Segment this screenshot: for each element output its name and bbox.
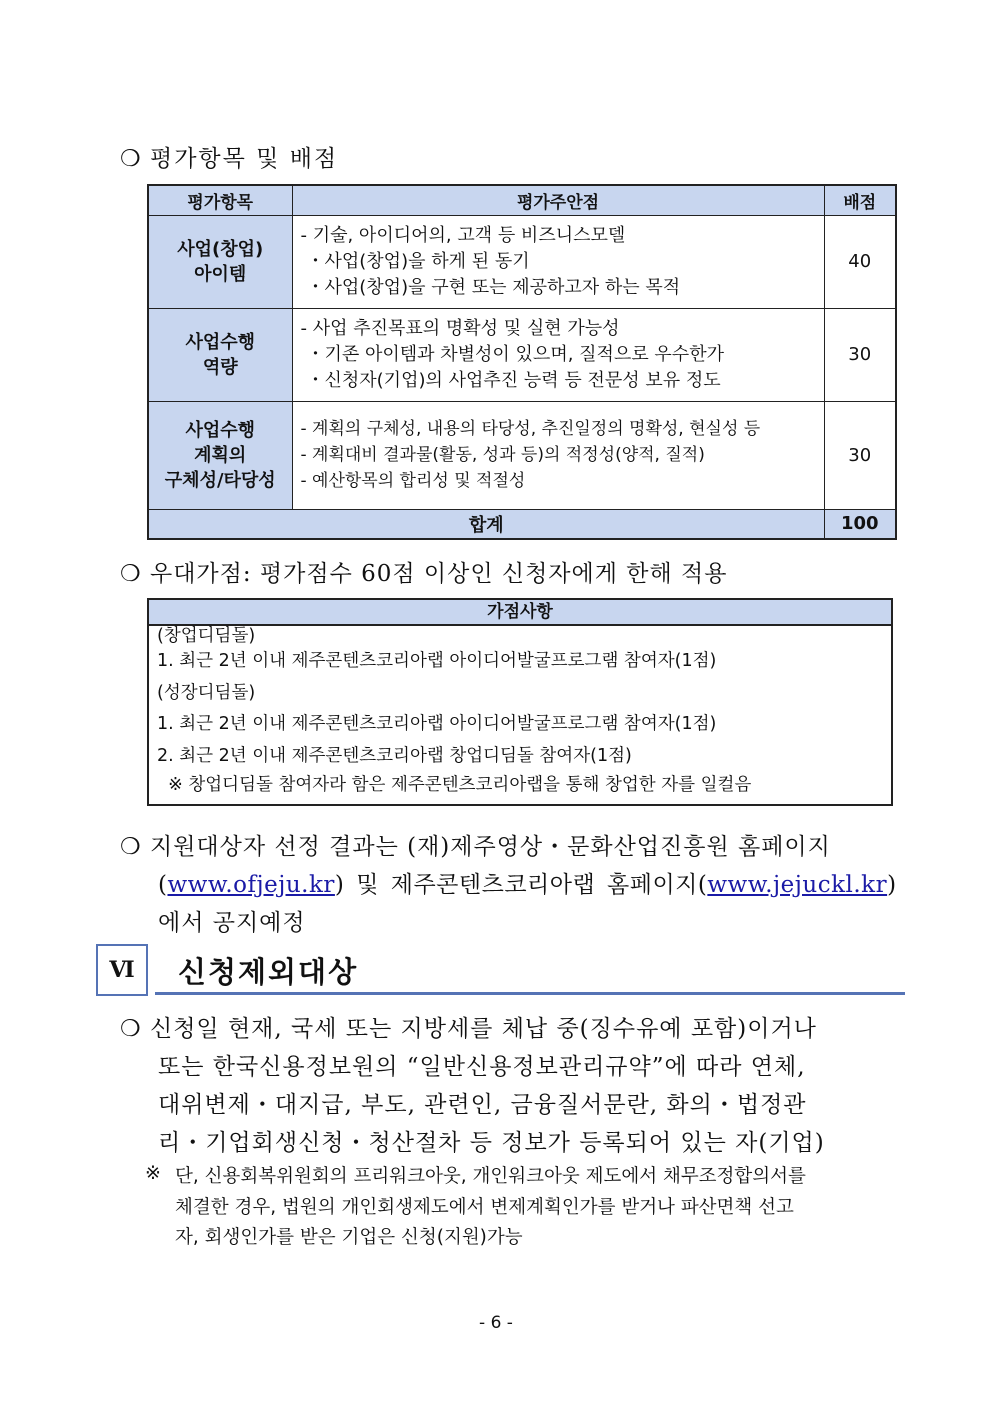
bullet-circle-icon: ❍: [120, 561, 141, 587]
total-row: [148, 509, 896, 539]
row-criteria: - 기술, 아이디어의, 고객 등 비즈니스모델 ・사업(창업)을 하게 된 동기 ・사업(창업)을 구현 또는 제공하고자 하는 목적: [292, 215, 824, 308]
bullet-circle-icon: ❍: [120, 834, 141, 860]
row-score: 30: [824, 401, 896, 509]
exclusion-note-mark: ※: [145, 1162, 161, 1184]
section-rule: [155, 992, 905, 995]
row-item: 사업(창업) 아이템: [148, 215, 292, 308]
announce-line-2: (www.ofjeju.kr) 및 제주콘텐츠코리아랩 홈페이지(www.jejuckl.kr): [158, 872, 897, 898]
exclusion-note-line: 체결한 경우, 법원의 개인회생제도에서 변제계획인가를 받거나 파산면책 선고: [175, 1197, 794, 1218]
eval-heading: [120, 140, 338, 173]
bonus-header: 가점사항: [149, 600, 891, 626]
announce-line-3: 에서 공지예정: [158, 910, 306, 936]
exclusion-line-2: 또는 한국신용정보원의 “일반신용정보관리규약”에 따라 연체,: [158, 1054, 806, 1080]
row-item: 사업수행 역량: [148, 308, 292, 401]
bonus-line: (창업디딤돌): [157, 626, 256, 646]
exclusion-line-3: 대위변제・대지급, 부도, 관련인, 금융질서문란, 화의・법정관: [158, 1092, 807, 1118]
table-row: [148, 308, 896, 401]
exclusion-note-line: 단, 신용회복위원회의 프리워크아웃, 개인워크아웃 제도에서 채무조정합의서를: [175, 1166, 806, 1187]
bonus-heading-text: 우대가점: 평가점수 60점 이상인 신청자에게 한해 적용: [150, 561, 728, 587]
page-number: - 6 -: [479, 1313, 513, 1333]
exclusion-line-4: 리・기업회생신청・청산절차 등 정보가 등록되어 있는 자(기업): [158, 1130, 825, 1156]
section-number-box: Ⅵ: [96, 944, 148, 996]
eval-table: [147, 184, 897, 540]
row-score: 40: [824, 215, 896, 308]
bonus-box: [147, 598, 893, 806]
exclusion-note-line: 자, 회생인가를 받은 기업은 신청(지원)가능: [175, 1227, 523, 1248]
table-row: [148, 215, 896, 308]
header-score: 배점: [824, 185, 896, 215]
bonus-heading: [120, 555, 727, 588]
bullet-circle-icon: ❍: [120, 146, 141, 172]
row-item: 사업수행 계획의 구체성/타당성: [148, 401, 292, 509]
bonus-line: 1. 최근 2년 이내 제주콘텐츠코리아랩 아이디어발굴프로그램 참여자(1점): [157, 651, 717, 671]
header-criteria: 평가주안점: [292, 185, 824, 215]
ofjeju-link[interactable]: www.ofjeju.kr: [167, 872, 335, 898]
bonus-line: 2. 최근 2년 이내 제주콘텐츠코리아랩 창업디딤돌 참여자(1점): [157, 745, 632, 766]
exclusion-line-1: ❍ 신청일 현재, 국세 또는 지방세를 체납 중(징수유예 포함)이거나: [120, 1016, 817, 1042]
total-label: 합계: [148, 509, 824, 539]
row-criteria: - 계획의 구체성, 내용의 타당성, 추진일정의 명확성, 현실성 등 - 계획대비 결과물(활동, 성과 등)의 적정성(양적, 질적) - 예산항목의 합리성 및 적절성: [292, 401, 824, 509]
row-criteria: - 사업 추진목표의 명확성 및 실현 가능성 ・기존 아이템과 차별성이 있으며, 질적으로 우수한가 ・신청자(기업)의 사업추진 능력 등 전문성 보유 정도: [292, 308, 824, 401]
eval-heading-text: 평가항목 및 배점: [150, 146, 339, 172]
row-score: 30: [824, 308, 896, 401]
jejuckl-link[interactable]: www.jejuckl.kr: [707, 872, 888, 898]
header-item: 평가항목: [148, 185, 292, 215]
bonus-note: ※ 창업디딤돌 참여자라 함은 제주콘텐츠코리아랩을 통해 창업한 자를 일컬음: [157, 775, 752, 795]
total-score: 100: [824, 509, 896, 539]
bonus-line: (성장디딤돌): [157, 682, 256, 703]
section-title: 신청제외대상: [178, 955, 359, 989]
table-row: [148, 401, 896, 509]
bonus-line: 1. 최근 2년 이내 제주콘텐츠코리아랩 아이디어발굴프로그램 참여자(1점): [157, 714, 717, 734]
bullet-circle-icon: ❍: [120, 1016, 141, 1042]
announce-line-1: ❍ 지원대상자 선정 결과는 (재)제주영상・문화산업진흥원 홈페이지: [120, 834, 831, 860]
